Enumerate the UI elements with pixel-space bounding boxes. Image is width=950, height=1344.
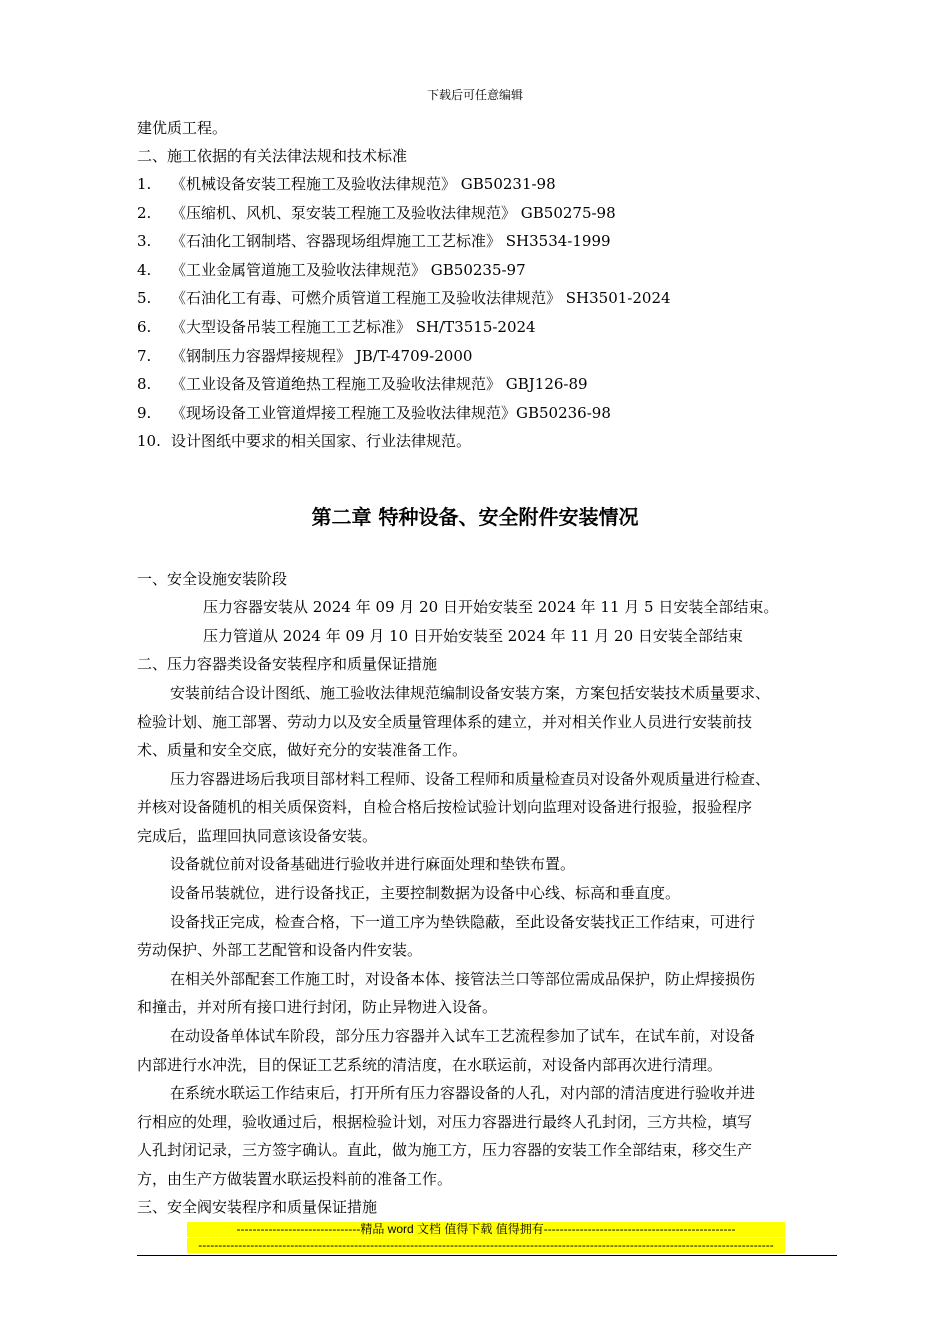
paragraph-line: 行相应的处理，验收通过后，根据检验计划，对压力容器进行最终人孔封闭，三方共检，填写 [137, 1113, 753, 1131]
footer-dashes: ------------------------------------------------------------------------------------------------------------------------------------------------ [187, 1238, 785, 1253]
paragraph-line: 在相关外部配套工作施工时，对设备本体、接管法兰口等部位需成品保护，防止焊接损伤 [170, 970, 756, 988]
standard-item: 2. 《压缩机、风机、泵安装工程施工及验收法律规范》 GB50275-98 [137, 204, 616, 222]
chapter-title: 第二章 特种设备、安全附件安装情况 [311, 505, 639, 529]
paragraph-line: 在动设备单体试车阶段，部分压力容器并入试车工艺流程参加了试车，在试车前，对设备 [170, 1027, 756, 1045]
standard-item: 9. 《现场设备工业管道焊接工程施工及验收法律规范》GB50236-98 [137, 404, 611, 422]
section2-title: 二、施工依据的有关法律法规和技术标准 [137, 147, 408, 165]
paragraph-line: 内部进行水冲洗，目的保证工艺系统的清洁度，在水联运前，对设备内部再次进行清理。 [137, 1056, 723, 1074]
paragraph-line: 并核对设备随机的相关质保资料，自检合格后按检试验计划向监理对设备进行报验，报验程序 [137, 798, 753, 816]
paragraph-line: 压力容器安装从 2024 年 09 月 20 日开始安装至 2024 年 11 月 5 日安装全部结束。 [203, 598, 779, 616]
standard-item: 6. 《大型设备吊装工程施工工艺标准》 SH/T3515-2024 [137, 318, 536, 336]
paragraph-line: 设备吊装就位，进行设备找正，主要控制数据为设备中心线、标高和垂直度。 [170, 884, 681, 902]
section-heading: 三、安全阀安装程序和质量保证措施 [137, 1198, 378, 1216]
paragraph-line: 在系统水联运工作结束后，打开所有压力容器设备的人孔，对内部的清洁度进行验收并进 [170, 1084, 756, 1102]
intro-tail: 建优质工程。 [137, 119, 228, 137]
page-header: 下载后可任意编辑 [426, 88, 523, 102]
footer-rule [137, 1255, 837, 1256]
section-heading: 二、压力容器类设备安装程序和质量保证措施 [137, 655, 438, 673]
paragraph-line: 检验计划、施工部署、劳动力以及安全质量管理体系的建立，并对相关作业人员进行安装前技 [137, 713, 753, 731]
section-heading: 一、安全设施安装阶段 [137, 570, 288, 588]
footer-banner: -------------------------------精品 word 文档 值得下载 值得拥有------------------------------------------------ [187, 1222, 785, 1237]
standard-item: 5. 《石油化工有毒、可燃介质管道工程施工及验收法律规范》 SH3501-2024 [137, 289, 671, 307]
standard-item: 3. 《石油化工钢制塔、容器现场组焊施工工艺标准》 SH3534-1999 [137, 232, 611, 250]
paragraph-line: 设备就位前对设备基础进行验收并进行麻面处理和垫铁布置。 [170, 855, 576, 873]
standard-item: 4. 《工业金属管道施工及验收法律规范》 GB50235-97 [137, 261, 526, 279]
standard-item: 1. 《机械设备安装工程施工及验收法律规范》 GB50231-98 [137, 175, 556, 193]
paragraph-line: 压力容器进场后我项目部材料工程师、设备工程师和质量检查员对设备外观质量进行检查、 [170, 770, 771, 788]
standard-item: 7. 《钢制压力容器焊接规程》 JB/T-4709-2000 [137, 347, 473, 365]
paragraph-line: 压力管道从 2024 年 09 月 10 日开始安装至 2024 年 11 月 20 日安装全部结束 [203, 627, 743, 645]
standard-item: 8. 《工业设备及管道绝热工程施工及验收法律规范》 GBJ126-89 [137, 375, 588, 393]
paragraph-line: 劳动保护、外部工艺配管和设备内件安装。 [137, 941, 423, 959]
paragraph-line: 完成后，监理回执同意该设备安装。 [137, 827, 378, 845]
paragraph-line: 安装前结合设计图纸、施工验收法律规范编制设备安装方案，方案包括安装技术质量要求、 [170, 684, 771, 702]
paragraph-line: 设备找正完成，检查合格，下一道工序为垫铁隐蔽，至此设备安装找正工作结束，可进行 [170, 913, 756, 931]
standard-item: 10. 设计图纸中要求的相关国家、行业法律规范。 [137, 432, 472, 450]
paragraph-line: 和撞击，并对所有接口进行封闭，防止异物进入设备。 [137, 998, 498, 1016]
paragraph-line: 术、质量和安全交底，做好充分的安装准备工作。 [137, 741, 468, 759]
paragraph-line: 人孔封闭记录，三方签字确认。直此，做为施工方，压力容器的安装工作全部结束，移交生产 [137, 1141, 753, 1159]
paragraph-line: 方，由生产方做装置水联运投料前的准备工作。 [137, 1170, 453, 1188]
